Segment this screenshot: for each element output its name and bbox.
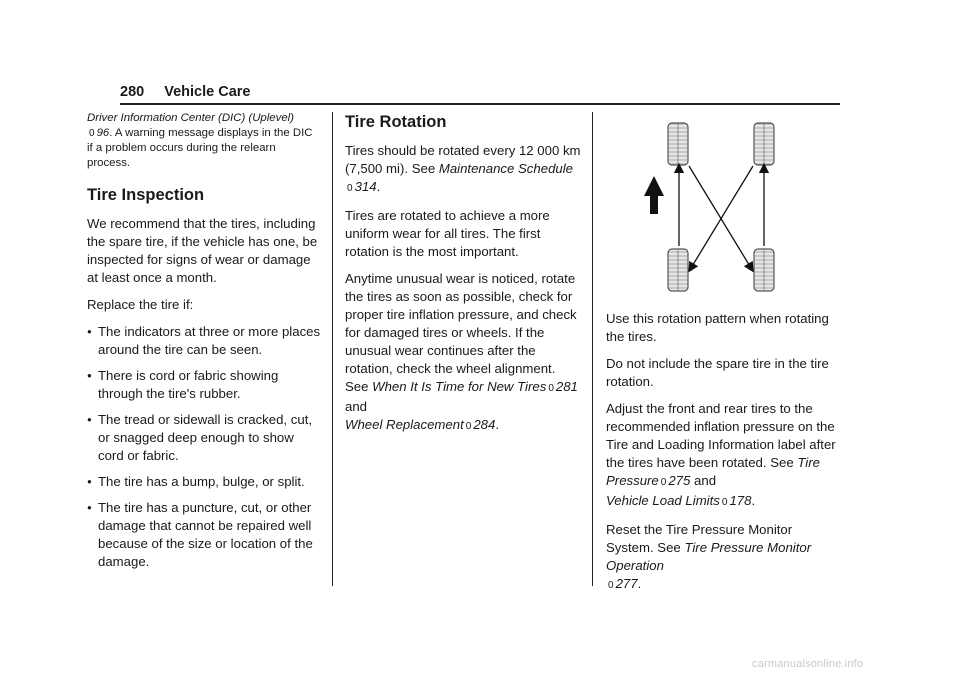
tire-pressure-link[interactable]: Tire — [797, 455, 820, 470]
tire-rotation-diagram — [644, 118, 844, 294]
column-left — [87, 111, 321, 579]
page-ref-icon: 0 — [465, 421, 472, 432]
tire-pressure-link-cont[interactable]: Pressure — [606, 473, 659, 488]
new-tires-link[interactable]: When It Is Time for New Tires — [372, 379, 547, 394]
tire-front-left — [668, 123, 688, 165]
page-ref-icon: 0 — [89, 127, 95, 139]
list-item: ● The tread or sidewall is cracked, cut, or snagged deep enough to show cord or fabric. — [87, 411, 321, 465]
spare-tire-paragraph: Do not include the spare tire in the tire rotation. — [606, 356, 829, 389]
section-title: Vehicle Care — [164, 84, 251, 100]
list-item: ● There is cord or fabric showing through the tire's rubber. — [87, 367, 321, 403]
arrow-front-left-to-rear-right — [689, 166, 751, 268]
tpms-operation-link[interactable]: Tire Pressure Monitor Operation — [606, 540, 812, 573]
page-ref-icon: 0 — [347, 183, 353, 194]
page-number: 280 — [120, 84, 145, 100]
column-divider-1 — [332, 112, 333, 586]
wheel-replacement-link[interactable]: Wheel Replacement — [345, 417, 464, 432]
column-middle — [345, 111, 581, 445]
list-item: ● The tire has a bump, bulge, or split. — [87, 473, 321, 491]
dic-link[interactable]: Driver Information Center (DIC) (Uplevel) — [87, 112, 294, 124]
vehicle-load-limits-link[interactable]: Vehicle Load Limits — [606, 493, 720, 508]
rotation-purpose-paragraph: Tires are rotated to achieve a more uniform wear for all tires. The first rotation is the most important. — [345, 208, 550, 259]
new-tires-page-ref[interactable]: 281 — [555, 379, 578, 394]
replace-intro: Replace the tire if: — [87, 297, 194, 312]
rotation-interval-text: Tires should be rotated every 12 000 km (7,500 mi). See — [345, 143, 581, 176]
reset-tpms-text: Reset the Tire Pressure Monitor System. See — [606, 522, 793, 555]
maintenance-schedule-link[interactable]: Maintenance Schedule — [438, 161, 573, 176]
inflation-text: Adjust the front and rear tires to the recommended inflation pressure on the Tire and Loading Information label after the tires have been rotated. See — [606, 401, 836, 470]
tire-rotation-heading: Tire Rotation — [345, 113, 447, 131]
tire-pressure-page-ref[interactable]: 275 — [668, 473, 691, 488]
page-ref-icon: 0 — [721, 497, 728, 508]
column-right — [606, 310, 842, 604]
tire-rear-left — [668, 249, 688, 291]
replace-conditions-list — [87, 323, 321, 571]
dic-text: . A warning message displays in the DIC if a problem occurs during the relearn process. — [87, 126, 313, 169]
rotation-interval-paragraph: Tires should be rotated every 12 000 km (7,500 mi). See Maintenance Schedule 0 314. — [345, 143, 581, 194]
tire-front-right — [754, 123, 774, 165]
vehicle-front-direction-icon — [644, 176, 664, 214]
wheel-replacement-page-ref[interactable]: 284 — [473, 417, 496, 432]
tpms-page-ref[interactable]: 277 — [615, 576, 638, 591]
unusual-wear-paragraph: Anytime unusual wear is noticed, rotate the tires as soon as possible, check for proper tire inflation pressure, and check for damaged tires or wheels. If the unusual wear continues after the rotation, check the wheel alignment. See When It Is Time for New Tires 0 281 and Wheel Replacement 0 284. — [345, 271, 578, 432]
dic-page-ref[interactable]: 96 — [96, 126, 110, 139]
page-header — [120, 84, 250, 100]
and-text: and — [345, 399, 368, 414]
dic-reference-paragraph — [87, 111, 321, 170]
list-item: ● The indicators at three or more places around the tire can be seen. — [87, 323, 321, 359]
inflation-paragraph: Adjust the front and rear tires to the recommended inflation pressure on the Tire and Loading Information label after the tires have been rotated. See Tire Pressure 0 275 and Vehicle Load Limits 0 178. — [606, 401, 836, 508]
tire-rear-right — [754, 249, 774, 291]
page-ref-icon: 0 — [548, 383, 554, 394]
watermark: carmanualsonline.info — [752, 658, 864, 670]
arrow-front-right-to-rear-left — [691, 166, 753, 268]
maintenance-page-ref[interactable]: 314 — [354, 179, 377, 194]
load-limits-page-ref[interactable]: 178 — [729, 493, 752, 508]
unusual-wear-text: Anytime unusual wear is noticed, rotate the tires as soon as possible, check for proper tire inflation pressure, and check for damaged tires or wheels. If the unusual wear continues after the rotation, check the wheel alignment. See — [345, 271, 577, 394]
list-item: ● The tire has a puncture, cut, or other damage that cannot be repaired well because of the size or location of the damage. — [87, 499, 321, 571]
page-ref-icon: 0 — [608, 580, 614, 591]
tire-inspection-heading: Tire Inspection — [87, 186, 205, 204]
header-rule — [120, 103, 840, 105]
page-ref-icon: 0 — [660, 477, 667, 488]
pattern-paragraph: Use this rotation pattern when rotating the tires. — [606, 311, 829, 344]
reset-tpms-paragraph: Reset the Tire Pressure Monitor System. See Tire Pressure Monitor Operation 0 277. — [606, 522, 812, 591]
column-divider-2 — [592, 112, 593, 586]
and-text: and — [694, 473, 717, 488]
inspection-paragraph: We recommend that the tires, including the spare tire, if the vehicle has one, be inspected for signs of wear or damage at least once a month. — [87, 216, 318, 285]
